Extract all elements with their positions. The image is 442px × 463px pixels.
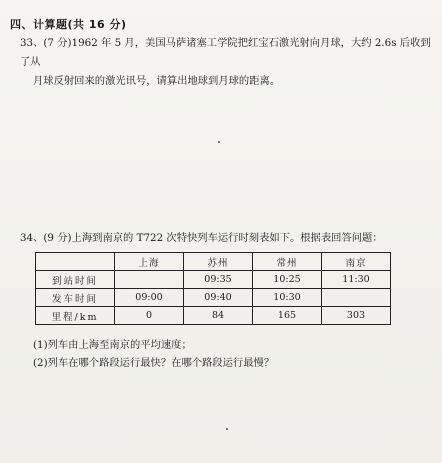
table-header-cell: 常州 (253, 253, 322, 271)
table-header-cell: 苏州 (184, 253, 253, 271)
table-cell: 10:25 (253, 271, 322, 289)
paper-speck (226, 428, 228, 430)
table-header-cell: 上海 (115, 253, 184, 271)
table-cell: 09:35 (184, 271, 253, 289)
table-row (36, 307, 391, 325)
question-34-prompt: 34、(9 分)上海到南京的 T722 次特快列车运行时刻表如下。根据表回答问题： (20, 232, 383, 244)
table-header-row (36, 253, 391, 271)
question-33 (20, 34, 438, 91)
table-cell: 10:30 (253, 289, 322, 307)
table-cell: 84 (184, 307, 253, 325)
table-row-label: 里程/km (36, 307, 115, 325)
table-cell: 303 (322, 307, 391, 325)
table-cell: 09:00 (115, 289, 184, 307)
question-34-sub1: (1)列车由上海至南京的平均速度； (33, 339, 192, 351)
table-row (36, 289, 391, 307)
table-cell (115, 271, 184, 289)
table-row-label: 发车时间 (36, 289, 115, 307)
question-33-line2: 月球反射回来的激光讯号，请算出地球到月球的距离。 (33, 75, 281, 87)
table-cell: 09:40 (184, 289, 253, 307)
table-cell (322, 289, 391, 307)
train-timetable (35, 252, 391, 325)
question-33-line1: 33、(7 分)1962 年 5 月，美国马萨诸塞工学院把红宝石激光射向月球，大约 2.6s 后收到了从 (20, 37, 431, 68)
table-cell: 165 (253, 307, 322, 325)
question-34-sub2: (2)列车在哪个路段运行最快？在哪个路段运行最慢？ (33, 357, 275, 369)
table-cell: 11:30 (322, 271, 391, 289)
table-cell: 0 (115, 307, 184, 325)
table-header-cell: 南京 (322, 253, 391, 271)
paper-speck (218, 141, 220, 143)
section-title: 四、计算题(共 16 分) (10, 18, 127, 31)
table-row-label: 到站时间 (36, 271, 115, 289)
table-header-cell (36, 253, 115, 271)
table-row (36, 271, 391, 289)
